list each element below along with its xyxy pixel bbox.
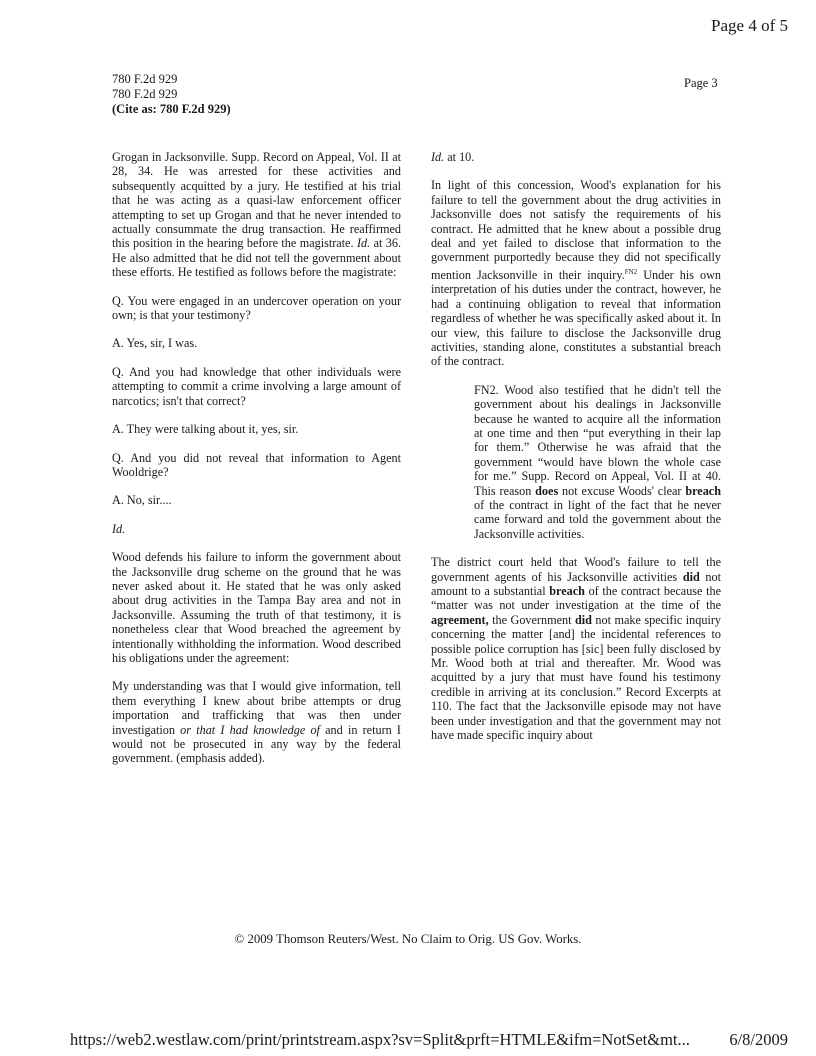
left-column (112, 150, 401, 780)
page-count: Page 4 of 5 (711, 16, 788, 35)
citation-line: 780 F.2d 929 (112, 72, 178, 86)
right-column (431, 150, 721, 757)
footnote-marker[interactable]: FN2 (624, 267, 638, 276)
cite-as: (Cite as: 780 F.2d 929) (112, 102, 231, 116)
testimony-answer: A. Yes, sir, I was. (112, 336, 198, 351)
testimony-answer: A. No, sir.... (112, 493, 172, 508)
footnote: FN2. Wood also testified that he didn't tell the government about his dealings in Jacksonville because he wanted to acquire all the information at one time and then “put everything in their lap for them.” Otherwise he was afraid that the government “would have blown the whole case for me.” Supp. Record on Appeal, Vol. II at 40. This reason does not excuse Woods' clear breach of the contract in light of the fact that he never came forward and told the government about the Jacksonville activities. (474, 382, 721, 541)
testimony-question: Q. You were engaged in an undercover operation on your own; is that your testimony? (112, 293, 401, 323)
testimony-question: Q. And you had knowledge that other individuals were attempting to commit a crime involving a large amount of narcotics; isn't that correct? (112, 364, 401, 408)
testimony-question: Q. And you did not reveal that information to Agent Wooldrige? (112, 450, 401, 479)
testimony-answer: A. They were talking about it, yes, sir. (112, 422, 299, 437)
paragraph: The district court held that Wood's failure to tell the government agents of his Jacksonville activities did not amount to a substantial breach of the contract because the “matter was not under investigation at the time of the agreement, the Government did not make specific inquiry concerning the matter [and] the incidental references to possible police corruption has [sic] been fully disclosed by Mr. Wood both at trial and thereafter. Mr. Wood was acquitted by a jury that must have found his testimony credible in arriving at its conclusion.” Record Excerpts at 110. The fact that the Jacksonville episode may not have been under investigation and that the government may not have made specific inquiry about (431, 555, 722, 743)
copyright-notice: © 2009 Thomson Reuters/West. No Claim to Orig. US Gov. Works. (234, 932, 582, 946)
page-number: Page 3 (684, 76, 718, 90)
paragraph: Wood defends his failure to inform the government about the Jacksonville drug scheme on the ground that he was never asked about it. He stated that he was only asked about drug activities in the Tampa Bay area and not in Jacksonville. Assuming the truth of that testimony, it is nonetheless clear that Wood breached the agreement by intentionally withholding the information. Wood described his obligations under the agreement: (112, 550, 401, 665)
citation-line: 780 F.2d 929 (112, 87, 178, 101)
paragraph: In light of this concession, Wood's explanation for his failure to tell the government about the drug activities in Jacksonville does not satisfy the requirements of his contract. He admitted that he knew about a possible drug deal and yet failed to disclose that information to the government purportedly because they did not specifically mention Jacksonville in their inquiry.$^{FN2}$ Under his own interpretation of his duties under the contract, however, he had a continuing obligation to reveal that information regardless of whether he was specifically asked about it. In our view, this failure to disclose the Jacksonville drug activities, standing alone, constitutes a substantial breach of the contract. (431, 178, 721, 369)
citation-block (112, 72, 231, 117)
id-citation: Id. (112, 521, 126, 536)
quoted-testimony: My understanding was that I would give information, tell them everything I knew about bribe attempts or drug importation and trafficking that was then under investigation or that I had knowledge of and in return I would not be prosecuted in any way by the federal government. (emphasis added). (112, 679, 401, 766)
print-url: https://web2.westlaw.com/print/printstream.aspx?sv=Split&prft=HTMLE&ifm=NotSet&mt... (70, 1030, 690, 1049)
print-date: 6/8/2009 (729, 1030, 788, 1049)
id-citation: Id. at 10. (431, 150, 475, 164)
paragraph: Grogan in Jacksonville. Supp. Record on Appeal, Vol. II at 28, 34. He was arrested for these activities and subsequently acquitted by a jury. He testified at his trial that he was acting as a quasi-law enforcement officer attempting to set up Grogan and that he never intended to actually consummate the drug transaction. He reaffirmed this position in the hearing before the magistrate. Id. at 36. He also admitted that he did not tell the government about these efforts. He testified as follows before the magistrate: (112, 150, 402, 280)
